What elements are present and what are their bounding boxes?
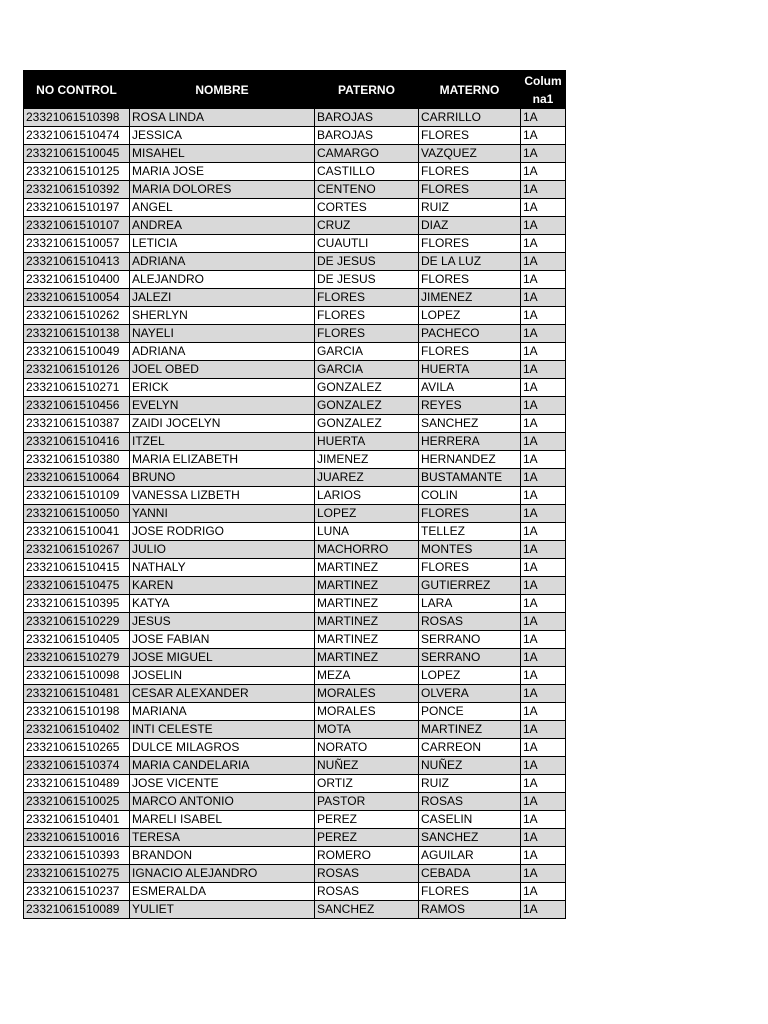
materno-cell: AVILA [419,379,521,397]
paterno-cell: PASTOR [315,793,419,811]
paterno-cell: BAROJAS [315,127,419,145]
materno-cell: REYES [419,397,521,415]
nombre-cell: NATHALY [130,559,315,577]
columna1-cell: 1A [521,163,566,181]
columna1-cell: 1A [521,127,566,145]
paterno-cell: SANCHEZ [315,901,419,919]
materno-cell: FLORES [419,343,521,361]
nombre-cell: MISAHEL [130,145,315,163]
no-control-cell: 23321061510138 [24,325,130,343]
materno-cell: CEBADA [419,865,521,883]
materno-cell: FLORES [419,883,521,901]
materno-cell: SANCHEZ [419,829,521,847]
nombre-cell: EVELYN [130,397,315,415]
columna1-cell: 1A [521,181,566,199]
nombre-cell: VANESSA LIZBETH [130,487,315,505]
materno-cell: HUERTA [419,361,521,379]
paterno-cell: MARTINEZ [315,631,419,649]
nombre-cell: JOSE RODRIGO [130,523,315,541]
no-control-cell: 23321061510392 [24,181,130,199]
materno-cell: TELLEZ [419,523,521,541]
materno-cell: CARREON [419,739,521,757]
no-control-cell: 23321061510400 [24,271,130,289]
no-control-cell: 23321061510109 [24,487,130,505]
nombre-cell: TERESA [130,829,315,847]
no-control-cell: 23321061510064 [24,469,130,487]
columna1-cell: 1A [521,775,566,793]
columna1-cell: 1A [521,595,566,613]
table-row [24,595,566,613]
materno-cell: RUIZ [419,775,521,793]
paterno-cell: MARTINEZ [315,613,419,631]
paterno-cell: GONZALEZ [315,379,419,397]
header-no-control: NO CONTROL [24,71,130,109]
nombre-cell: ADRIANA [130,343,315,361]
nombre-cell: ERICK [130,379,315,397]
no-control-cell: 23321061510045 [24,145,130,163]
nombre-cell: YULIET [130,901,315,919]
paterno-cell: PEREZ [315,811,419,829]
paterno-cell: MARTINEZ [315,559,419,577]
materno-cell: FLORES [419,127,521,145]
nombre-cell: BRUNO [130,469,315,487]
nombre-cell: JESUS [130,613,315,631]
table-row [24,469,566,487]
paterno-cell: GONZALEZ [315,397,419,415]
columna1-cell: 1A [521,289,566,307]
table-row [24,199,566,217]
nombre-cell: MARELI ISABEL [130,811,315,829]
nombre-cell: CESAR ALEXANDER [130,685,315,703]
columna1-cell: 1A [521,469,566,487]
materno-cell: OLVERA [419,685,521,703]
materno-cell: PACHECO [419,325,521,343]
nombre-cell: MARIA DOLORES [130,181,315,199]
paterno-cell: CRUZ [315,217,419,235]
table-row [24,901,566,919]
table-row [24,829,566,847]
no-control-cell: 23321061510049 [24,343,130,361]
columna1-cell: 1A [521,721,566,739]
no-control-cell: 23321061510481 [24,685,130,703]
columna1-cell: 1A [521,739,566,757]
materno-cell: BUSTAMANTE [419,469,521,487]
nombre-cell: JOSE FABIAN [130,631,315,649]
materno-cell: SERRANO [419,631,521,649]
materno-cell: JIMENEZ [419,289,521,307]
nombre-cell: JESSICA [130,127,315,145]
no-control-cell: 23321061510089 [24,901,130,919]
columna1-cell: 1A [521,487,566,505]
table-row [24,541,566,559]
no-control-cell: 23321061510265 [24,739,130,757]
table-row [24,757,566,775]
columna1-cell: 1A [521,433,566,451]
materno-cell: ROSAS [419,793,521,811]
nombre-cell: MARIA ELIZABETH [130,451,315,469]
columna1-cell: 1A [521,307,566,325]
columna1-cell: 1A [521,865,566,883]
table-row [24,379,566,397]
paterno-cell: CASTILLO [315,163,419,181]
nombre-cell: INTI CELESTE [130,721,315,739]
nombre-cell: BRANDON [130,847,315,865]
materno-cell: FLORES [419,181,521,199]
table-row [24,433,566,451]
no-control-cell: 23321061510125 [24,163,130,181]
materno-cell: VAZQUEZ [419,145,521,163]
table-row [24,577,566,595]
paterno-cell: CENTENO [315,181,419,199]
no-control-cell: 23321061510098 [24,667,130,685]
table-row [24,307,566,325]
table-row [24,343,566,361]
table-row [24,235,566,253]
columna1-cell: 1A [521,811,566,829]
materno-cell: MARTINEZ [419,721,521,739]
columna1-cell: 1A [521,559,566,577]
materno-cell: DE LA LUZ [419,253,521,271]
columna1-cell: 1A [521,415,566,433]
columna1-cell: 1A [521,235,566,253]
columna1-cell: 1A [521,343,566,361]
materno-cell: NUÑEZ [419,757,521,775]
table-row [24,181,566,199]
header-nombre: NOMBRE [130,71,315,109]
materno-cell: HERRERA [419,433,521,451]
nombre-cell: JOSE MIGUEL [130,649,315,667]
paterno-cell: GARCIA [315,343,419,361]
materno-cell: LARA [419,595,521,613]
nombre-cell: ADRIANA [130,253,315,271]
paterno-cell: NORATO [315,739,419,757]
columna1-cell: 1A [521,667,566,685]
nombre-cell: KAREN [130,577,315,595]
columna1-cell: 1A [521,901,566,919]
table-body [24,109,566,919]
paterno-cell: NUÑEZ [315,757,419,775]
no-control-cell: 23321061510374 [24,757,130,775]
paterno-cell: HUERTA [315,433,419,451]
paterno-cell: DE JESUS [315,271,419,289]
no-control-cell: 23321061510475 [24,577,130,595]
columna1-cell: 1A [521,271,566,289]
materno-cell: CARRILLO [419,109,521,127]
paterno-cell: ORTIZ [315,775,419,793]
header-materno: MATERNO [419,71,521,109]
table-row [24,163,566,181]
table-row [24,415,566,433]
materno-cell: COLIN [419,487,521,505]
materno-cell: LOPEZ [419,667,521,685]
paterno-cell: FLORES [315,289,419,307]
table-row [24,451,566,469]
table-row [24,127,566,145]
nombre-cell: ALEJANDRO [130,271,315,289]
nombre-cell: KATYA [130,595,315,613]
table-row [24,883,566,901]
paterno-cell: FLORES [315,325,419,343]
materno-cell: DIAZ [419,217,521,235]
columna1-cell: 1A [521,829,566,847]
nombre-cell: LETICIA [130,235,315,253]
paterno-cell: LOPEZ [315,505,419,523]
table-row [24,631,566,649]
columna1-cell: 1A [521,541,566,559]
paterno-cell: JIMENEZ [315,451,419,469]
table-row [24,289,566,307]
table-row [24,109,566,127]
paterno-cell: ROSAS [315,865,419,883]
nombre-cell: JOSE VICENTE [130,775,315,793]
paterno-cell: ROMERO [315,847,419,865]
paterno-cell: MARTINEZ [315,595,419,613]
materno-cell: SANCHEZ [419,415,521,433]
nombre-cell: SHERLYN [130,307,315,325]
no-control-cell: 23321061510267 [24,541,130,559]
columna1-cell: 1A [521,253,566,271]
no-control-cell: 23321061510489 [24,775,130,793]
paterno-cell: MORALES [315,703,419,721]
no-control-cell: 23321061510237 [24,883,130,901]
materno-cell: LOPEZ [419,307,521,325]
table-row [24,739,566,757]
paterno-cell: DE JESUS [315,253,419,271]
paterno-cell: GONZALEZ [315,415,419,433]
materno-cell: MONTES [419,541,521,559]
columna1-cell: 1A [521,577,566,595]
nombre-cell: MARIA JOSE [130,163,315,181]
nombre-cell: ROSA LINDA [130,109,315,127]
materno-cell: FLORES [419,235,521,253]
columna1-cell: 1A [521,451,566,469]
nombre-cell: MARCO ANTONIO [130,793,315,811]
paterno-cell: LUNA [315,523,419,541]
columna1-cell: 1A [521,145,566,163]
no-control-cell: 23321061510398 [24,109,130,127]
no-control-cell: 23321061510405 [24,631,130,649]
columna1-cell: 1A [521,631,566,649]
columna1-cell: 1A [521,703,566,721]
nombre-cell: IGNACIO ALEJANDRO [130,865,315,883]
table-row [24,703,566,721]
no-control-cell: 23321061510198 [24,703,130,721]
materno-cell: RAMOS [419,901,521,919]
no-control-cell: 23321061510387 [24,415,130,433]
columna1-cell: 1A [521,883,566,901]
table-row [24,865,566,883]
columna1-cell: 1A [521,217,566,235]
columna1-cell: 1A [521,649,566,667]
materno-cell: HERNANDEZ [419,451,521,469]
materno-cell: SERRANO [419,649,521,667]
table-row [24,271,566,289]
nombre-cell: ZAIDI JOCELYN [130,415,315,433]
no-control-cell: 23321061510016 [24,829,130,847]
table-row [24,793,566,811]
no-control-cell: 23321061510279 [24,649,130,667]
nombre-cell: ANDREA [130,217,315,235]
table-row [24,847,566,865]
paterno-cell: JUAREZ [315,469,419,487]
columna1-cell: 1A [521,325,566,343]
nombre-cell: MARIANA [130,703,315,721]
table-row [24,667,566,685]
no-control-cell: 23321061510275 [24,865,130,883]
no-control-cell: 23321061510057 [24,235,130,253]
nombre-cell: DULCE MILAGROS [130,739,315,757]
paterno-cell: MEZA [315,667,419,685]
paterno-cell: CORTES [315,199,419,217]
nombre-cell: NAYELI [130,325,315,343]
table-row [24,145,566,163]
materno-cell: ROSAS [419,613,521,631]
paterno-cell: GARCIA [315,361,419,379]
table-row [24,613,566,631]
no-control-cell: 23321061510271 [24,379,130,397]
paterno-cell: MOTA [315,721,419,739]
no-control-cell: 23321061510050 [24,505,130,523]
nombre-cell: JULIO [130,541,315,559]
nombre-cell: JOEL OBED [130,361,315,379]
columna1-cell: 1A [521,523,566,541]
no-control-cell: 23321061510262 [24,307,130,325]
nombre-cell: MARIA CANDELARIA [130,757,315,775]
paterno-cell: BAROJAS [315,109,419,127]
table-row [24,217,566,235]
columna1-cell: 1A [521,685,566,703]
no-control-cell: 23321061510229 [24,613,130,631]
nombre-cell: JALEZI [130,289,315,307]
no-control-cell: 23321061510197 [24,199,130,217]
columna1-cell: 1A [521,505,566,523]
paterno-cell: PEREZ [315,829,419,847]
columna1-cell: 1A [521,361,566,379]
no-control-cell: 23321061510413 [24,253,130,271]
no-control-cell: 23321061510456 [24,397,130,415]
header-columna1: Columna1 [521,71,566,109]
paterno-cell: CUAUTLI [315,235,419,253]
nombre-cell: ANGEL [130,199,315,217]
paterno-cell: MORALES [315,685,419,703]
no-control-cell: 23321061510415 [24,559,130,577]
table-row [24,505,566,523]
paterno-cell: CAMARGO [315,145,419,163]
table-row [24,253,566,271]
student-table [23,70,566,919]
table-row [24,361,566,379]
no-control-cell: 23321061510025 [24,793,130,811]
paterno-cell: MARTINEZ [315,649,419,667]
materno-cell: PONCE [419,703,521,721]
materno-cell: AGUILAR [419,847,521,865]
paterno-cell: MACHORRO [315,541,419,559]
no-control-cell: 23321061510393 [24,847,130,865]
nombre-cell: ITZEL [130,433,315,451]
header-row [24,71,566,109]
materno-cell: FLORES [419,505,521,523]
columna1-cell: 1A [521,397,566,415]
paterno-cell: MARTINEZ [315,577,419,595]
no-control-cell: 23321061510402 [24,721,130,739]
table-row [24,487,566,505]
no-control-cell: 23321061510107 [24,217,130,235]
materno-cell: FLORES [419,559,521,577]
materno-cell: CASELIN [419,811,521,829]
materno-cell: GUTIERREZ [419,577,521,595]
no-control-cell: 23321061510401 [24,811,130,829]
table-row [24,685,566,703]
nombre-cell: JOSELIN [130,667,315,685]
table-header [24,71,566,109]
table-row [24,811,566,829]
columna1-cell: 1A [521,793,566,811]
columna1-cell: 1A [521,109,566,127]
no-control-cell: 23321061510395 [24,595,130,613]
table-row [24,523,566,541]
table-row [24,775,566,793]
paterno-cell: ROSAS [315,883,419,901]
columna1-cell: 1A [521,199,566,217]
nombre-cell: YANNI [130,505,315,523]
columna1-cell: 1A [521,847,566,865]
table-row [24,325,566,343]
no-control-cell: 23321061510054 [24,289,130,307]
no-control-cell: 23321061510416 [24,433,130,451]
no-control-cell: 23321061510474 [24,127,130,145]
materno-cell: RUIZ [419,199,521,217]
table-row [24,559,566,577]
table-row [24,397,566,415]
nombre-cell: ESMERALDA [130,883,315,901]
header-paterno: PATERNO [315,71,419,109]
table-row [24,721,566,739]
columna1-cell: 1A [521,379,566,397]
paterno-cell: LARIOS [315,487,419,505]
no-control-cell: 23321061510380 [24,451,130,469]
columna1-cell: 1A [521,613,566,631]
materno-cell: FLORES [419,271,521,289]
columna1-cell: 1A [521,757,566,775]
materno-cell: FLORES [419,163,521,181]
no-control-cell: 23321061510041 [24,523,130,541]
paterno-cell: FLORES [315,307,419,325]
no-control-cell: 23321061510126 [24,361,130,379]
table-row [24,649,566,667]
